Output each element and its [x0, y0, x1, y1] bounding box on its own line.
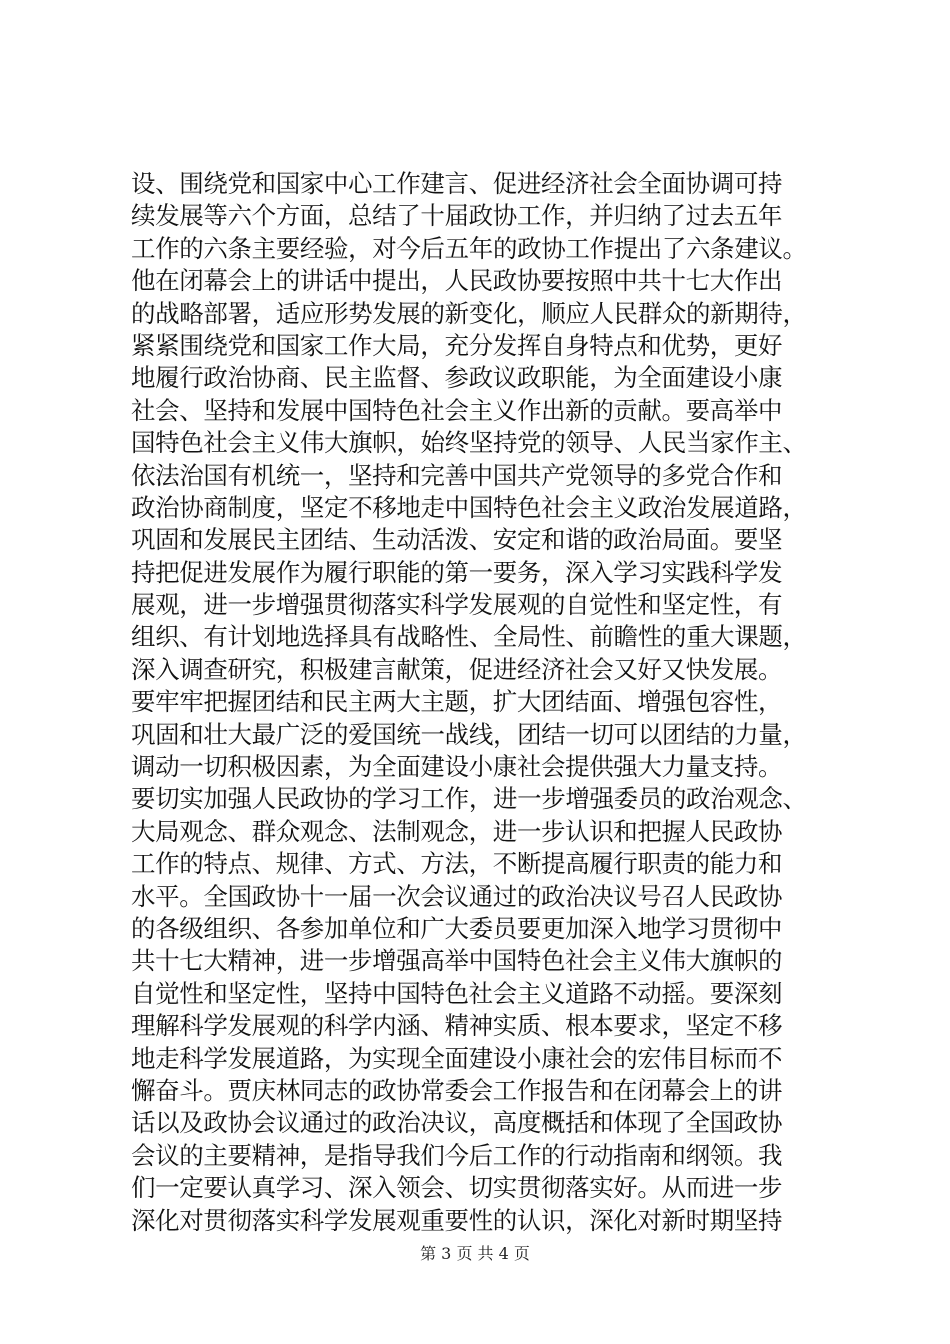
page-footer: 第 3 页 共 4 页: [420, 1244, 530, 1263]
text-line: 持把促进发展作为履行职能的第一要务，深入学习实践科学发: [131, 557, 783, 587]
text-line: 调动一切积极因素，为全面建设小康社会提供强大力量支持。: [131, 752, 783, 782]
text-line: 他在闭幕会上的讲话中提出，人民政协要按照中共十七大作出: [131, 266, 783, 296]
text-line: 共十七大精神，进一步增强高举中国特色社会主义伟大旗帜的: [131, 946, 783, 976]
text-line: 懈奋斗。贾庆林同志的政协常委会工作报告和在闭幕会上的讲: [131, 1075, 783, 1105]
text-line: 会议的主要精神，是指导我们今后工作的行动指南和纲领。我: [131, 1140, 783, 1170]
text-line: 工作的六条主要经验，对今后五年的政协工作提出了六条建议。: [131, 233, 807, 263]
text-line: 巩固和发展民主团结、生动活泼、安定和谐的政治局面。要坚: [131, 525, 783, 555]
text-line: 工作的特点、规律、方式、方法，不断提高履行职责的能力和: [131, 849, 783, 879]
text-line: 国特色社会主义伟大旗帜，始终坚持党的领导、人民当家作主、: [131, 428, 807, 458]
text-line: 深入调查研究，积极建言献策，促进经济社会又好又快发展。: [131, 654, 783, 684]
text-line: 的各级组织、各参加单位和广大委员要更加深入地学习贯彻中: [131, 913, 783, 943]
text-line: 地走科学发展道路，为实现全面建设小康社会的宏伟目标而不: [131, 1043, 783, 1073]
text-line: 展观，进一步增强贯彻落实科学发展观的自觉性和坚定性，有: [131, 590, 783, 620]
text-line: 紧紧围绕党和国家工作大局，充分发挥自身特点和优势，更好: [131, 330, 783, 360]
text-line: 大局观念、群众观念、法制观念，进一步认识和把握人民政协: [131, 816, 783, 846]
text-line: 要切实加强人民政协的学习工作，进一步增强委员的政治观念、: [131, 784, 807, 814]
text-line: 组织、有计划地选择具有战略性、全局性、前瞻性的重大课题，: [131, 622, 807, 652]
text-line: 地履行政治协商、民主监督、参政议政职能，为全面建设小康: [131, 363, 783, 393]
text-line: 要牢牢把握团结和民主两大主题，扩大团结面、增强包容性，: [131, 687, 783, 717]
text-line: 依法治国有机统一，坚持和完善中国共产党领导的多党合作和: [131, 460, 783, 490]
text-line: 社会、坚持和发展中国特色社会主义作出新的贡献。要高举中: [131, 395, 783, 425]
text-line: 深化对贯彻落实科学发展观重要性的认识，深化对新时期坚持: [131, 1205, 783, 1235]
text-line: 的战略部署，适应形势发展的新变化，顺应人民群众的新期待，: [131, 298, 807, 328]
text-line: 政治协商制度，坚定不移地走中国特色社会主义政治发展道路，: [131, 492, 807, 522]
text-line: 续发展等六个方面，总结了十届政协工作，并归纳了过去五年: [131, 201, 783, 231]
body-text: [131, 168, 831, 1237]
text-line: 水平。全国政协十一届一次会议通过的政治决议号召人民政协: [131, 881, 783, 911]
text-line: 理解科学发展观的科学内涵、精神实质、根本要求，坚定不移: [131, 1011, 783, 1041]
text-line: 巩固和壮大最广泛的爱国统一战线，团结一切可以团结的力量，: [131, 719, 807, 749]
text-line: 话以及政协会议通过的政治决议，高度概括和体现了全国政协: [131, 1108, 783, 1138]
text-line: 设、围绕党和国家中心工作建言、促进经济社会全面协调可持: [131, 169, 783, 198]
text-line: 自觉性和坚定性，坚持中国特色社会主义道路不动摇。要深刻: [131, 978, 783, 1008]
text-line: 们一定要认真学习、深入领会、切实贯彻落实好。从而进一步: [131, 1173, 783, 1203]
